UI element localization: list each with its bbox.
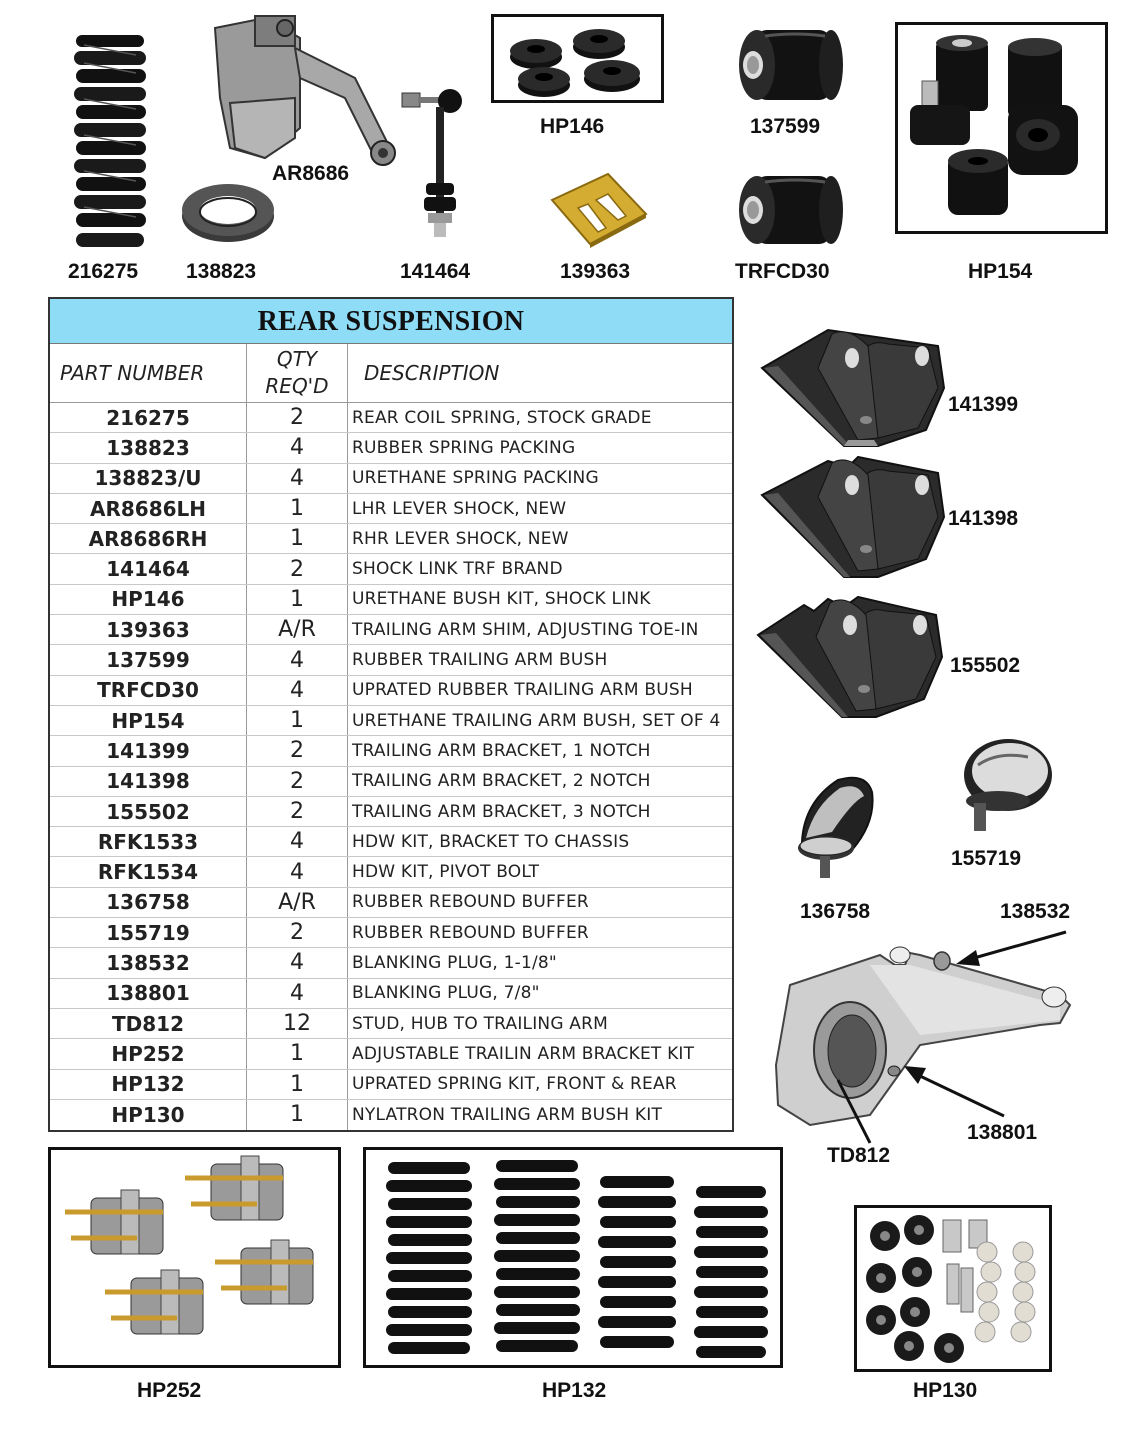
shim-image — [548, 170, 648, 250]
description-cell: REAR COIL SPRING, STOCK GRADE — [352, 407, 652, 428]
label-139363: 139363 — [560, 260, 631, 283]
part-number-cell: RFK1534 — [50, 857, 247, 886]
table-row — [50, 1070, 732, 1100]
part-number-cell: 139363 — [50, 615, 247, 644]
table-row — [50, 403, 732, 433]
table-row — [50, 676, 732, 706]
qty-cell: 2 — [247, 736, 348, 765]
qty-cell: 4 — [247, 979, 348, 1008]
description-cell: URETHANE BUSH KIT, SHOCK LINK — [352, 589, 651, 610]
part-number-cell: 138823/U — [50, 464, 247, 493]
table-row — [50, 524, 732, 554]
qty-cell: 2 — [247, 918, 348, 947]
label-trfcd30: TRFCD30 — [735, 260, 830, 283]
bracket-2-notch-image — [758, 455, 948, 581]
label-hp130: HP130 — [913, 1379, 978, 1402]
label-155719: 155719 — [951, 847, 1022, 870]
label-138823: 138823 — [186, 260, 257, 283]
description-cell: BLANKING PLUG, 1-1/8" — [352, 952, 557, 973]
description-cell: RUBBER REBOUND BUFFER — [352, 892, 589, 913]
label-137599: 137599 — [750, 115, 821, 138]
spring-kit-image — [366, 1150, 780, 1365]
header-description: DESCRIPTION — [364, 361, 500, 385]
label-hp146: HP146 — [540, 115, 605, 138]
description-cell: STUD, HUB TO TRAILING ARM — [352, 1013, 609, 1034]
label-141464: 141464 — [400, 260, 471, 283]
rear-suspension-table — [48, 297, 734, 1132]
part-number-cell: 216275 — [50, 403, 247, 432]
description-cell: RUBBER TRAILING ARM BUSH — [352, 650, 608, 671]
part-number-cell: AR8686LH — [50, 494, 247, 523]
table-row — [50, 797, 732, 827]
description-cell: UPRATED RUBBER TRAILING ARM BUSH — [352, 680, 693, 701]
description-cell: URETHANE SPRING PACKING — [352, 468, 599, 489]
qty-cell: 2 — [247, 797, 348, 826]
description-cell: HDW KIT, PIVOT BOLT — [352, 862, 540, 883]
description-cell: RUBBER SPRING PACKING — [352, 437, 576, 458]
table-row — [50, 464, 732, 494]
header-qty-line2: REQ'D — [265, 374, 329, 398]
label-hp154: HP154 — [968, 260, 1033, 283]
description-cell: TRAILING ARM BRACKET, 1 NOTCH — [352, 740, 651, 761]
label-td812: TD812 — [827, 1144, 891, 1167]
qty-cell: 2 — [247, 554, 348, 583]
description-cell: URETHANE TRAILING ARM BUSH, SET OF 4 — [352, 710, 721, 731]
qty-cell: 1 — [247, 494, 348, 523]
table-row — [50, 1039, 732, 1069]
table-row — [50, 554, 732, 584]
table-row — [50, 1100, 732, 1130]
adjustable-bracket-kit-image — [51, 1150, 338, 1365]
table-row — [50, 585, 732, 615]
urethane-bush-kit-image — [494, 17, 661, 100]
part-number-cell: HP252 — [50, 1039, 247, 1068]
label-141398: 141398 — [948, 507, 1019, 530]
part-number-cell: RFK1533 — [50, 827, 247, 856]
hp146-frame — [491, 14, 664, 103]
description-cell: NYLATRON TRAILING ARM BUSH KIT — [352, 1104, 663, 1125]
part-number-cell: 155502 — [50, 797, 247, 826]
qty-cell: 2 — [247, 403, 348, 432]
hp252-frame — [48, 1147, 341, 1368]
header-qty-line1: QTY — [276, 347, 318, 371]
table-body — [50, 403, 732, 1130]
table-row — [50, 888, 732, 918]
arrow-to-138532 — [950, 928, 1070, 968]
header-part-number: PART NUMBER — [50, 344, 247, 402]
qty-cell: 1 — [247, 524, 348, 553]
table-row — [50, 615, 732, 645]
qty-cell: 2 — [247, 767, 348, 796]
table-row — [50, 736, 732, 766]
description-cell: LHR LEVER SHOCK, NEW — [352, 498, 567, 519]
lever-shock-image — [205, 8, 405, 168]
bracket-3-notch-image — [754, 595, 946, 721]
description-cell: RUBBER REBOUND BUFFER — [352, 922, 589, 943]
table-row — [50, 494, 732, 524]
shock-link-image — [398, 85, 478, 245]
arrow-to-138801 — [900, 1062, 1010, 1122]
part-number-cell: 141398 — [50, 767, 247, 796]
qty-cell: 4 — [247, 857, 348, 886]
bracket-1-notch-image — [758, 328, 948, 450]
uprated-bush-image — [735, 170, 845, 250]
description-cell: SHOCK LINK TRF BRAND — [352, 559, 563, 580]
table-row — [50, 827, 732, 857]
part-number-cell: 138532 — [50, 948, 247, 977]
hp130-frame — [854, 1205, 1052, 1372]
label-141399: 141399 — [948, 393, 1019, 416]
table-row — [50, 433, 732, 463]
qty-cell: 4 — [247, 676, 348, 705]
description-cell: TRAILING ARM BRACKET, 2 NOTCH — [352, 771, 651, 792]
part-number-cell: 141399 — [50, 736, 247, 765]
table-row — [50, 706, 732, 736]
description-cell: BLANKING PLUG, 7/8" — [352, 983, 540, 1004]
label-138801: 138801 — [967, 1121, 1038, 1144]
nylatron-bush-kit-image — [857, 1208, 1049, 1369]
part-number-cell: TRFCD30 — [50, 676, 247, 705]
rubber-bush-image — [735, 22, 845, 108]
qty-cell: 4 — [247, 433, 348, 462]
part-number-cell: AR8686RH — [50, 524, 247, 553]
part-number-cell: 155719 — [50, 918, 247, 947]
description-cell: RHR LEVER SHOCK, NEW — [352, 528, 569, 549]
qty-cell: A/R — [247, 615, 348, 644]
qty-cell: 1 — [247, 1039, 348, 1068]
table-row — [50, 918, 732, 948]
description-cell: TRAILING ARM BRACKET, 3 NOTCH — [352, 801, 651, 822]
description-cell: HDW KIT, BRACKET TO CHASSIS — [352, 831, 630, 852]
label-136758: 136758 — [800, 900, 871, 923]
part-number-cell: HP146 — [50, 585, 247, 614]
qty-cell: 1 — [247, 706, 348, 735]
spring-packing-image — [178, 180, 278, 244]
coil-spring-image — [70, 35, 150, 255]
header-qty — [247, 344, 348, 402]
table-row — [50, 1009, 732, 1039]
qty-cell: 4 — [247, 827, 348, 856]
qty-cell: 4 — [247, 464, 348, 493]
hp132-frame — [363, 1147, 783, 1368]
description-cell: UPRATED SPRING KIT, FRONT & REAR — [352, 1074, 677, 1095]
part-number-cell: 137599 — [50, 645, 247, 674]
rebound-buffer-136758-image — [792, 772, 882, 884]
table-row — [50, 948, 732, 978]
part-number-cell: HP132 — [50, 1070, 247, 1099]
part-number-cell: HP130 — [50, 1100, 247, 1130]
part-number-cell: 141464 — [50, 554, 247, 583]
description-cell: TRAILING ARM SHIM, ADJUSTING TOE-IN — [352, 619, 699, 640]
label-155502: 155502 — [950, 654, 1021, 677]
table-row — [50, 645, 732, 675]
table-row — [50, 857, 732, 887]
table-row — [50, 979, 732, 1009]
urethane-bush-set-image — [898, 25, 1105, 231]
part-number-cell: 138801 — [50, 979, 247, 1008]
label-216275: 216275 — [68, 260, 139, 283]
label-ar8686: AR8686 — [272, 162, 350, 185]
label-138532: 138532 — [1000, 900, 1071, 923]
qty-cell: 4 — [247, 645, 348, 674]
part-number-cell: HP154 — [50, 706, 247, 735]
part-number-cell: 136758 — [50, 888, 247, 917]
part-number-cell: TD812 — [50, 1009, 247, 1038]
description-cell: ADJUSTABLE TRAILIN ARM BRACKET KIT — [352, 1043, 695, 1064]
table-header-row — [50, 344, 732, 403]
table-row — [50, 767, 732, 797]
qty-cell: 4 — [247, 948, 348, 977]
hp154-frame — [895, 22, 1108, 234]
qty-cell: A/R — [247, 888, 348, 917]
qty-cell: 12 — [247, 1009, 348, 1038]
part-number-cell: 138823 — [50, 433, 247, 462]
label-hp252: HP252 — [137, 1379, 202, 1402]
qty-cell: 1 — [247, 1070, 348, 1099]
rebound-buffer-155719-image — [958, 735, 1058, 839]
qty-cell: 1 — [247, 1100, 348, 1130]
qty-cell: 1 — [247, 585, 348, 614]
table-title: REAR SUSPENSION — [50, 299, 732, 344]
label-hp132: HP132 — [542, 1379, 607, 1402]
